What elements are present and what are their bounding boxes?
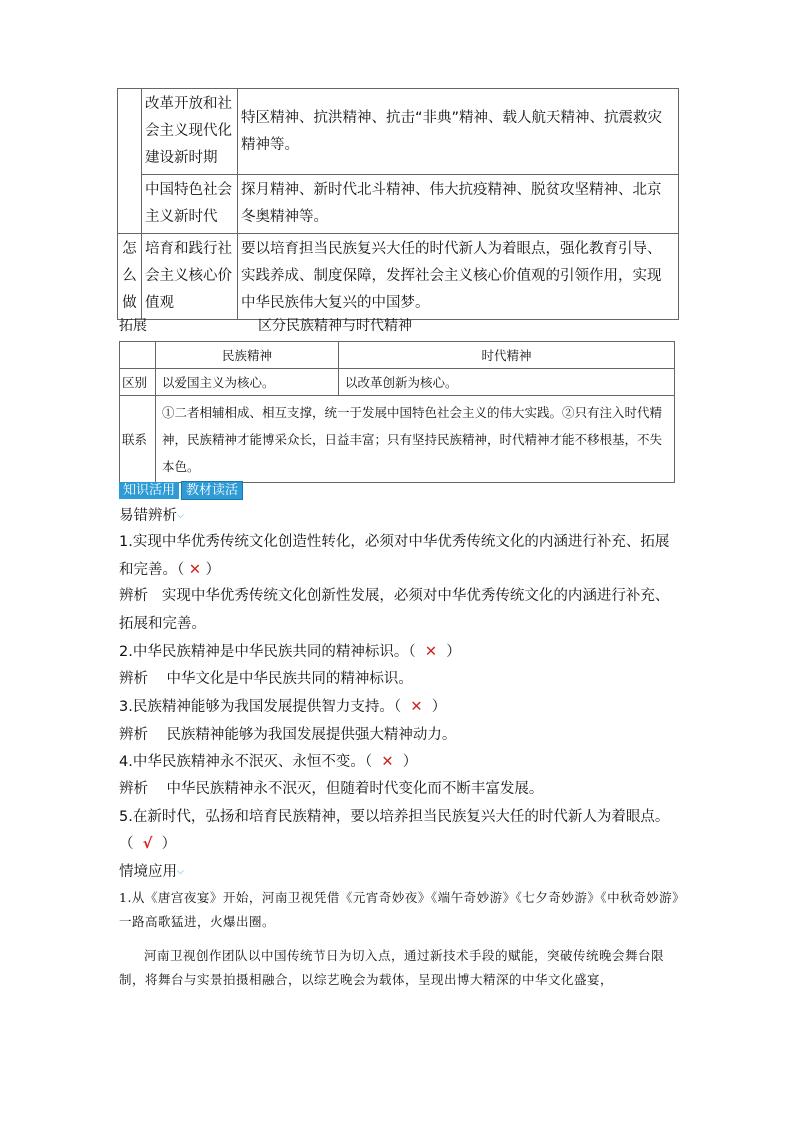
content-cell: 特区精神、抗洪精神、抗击“非典”精神、载人航天精神、抗震救灾精神等。 [238, 89, 679, 175]
scenario-title: 情境应用⌵ [119, 864, 184, 880]
content-cell: 探月精神、新时代北斗精神、伟大抗疫精神、脱贫攻坚精神、北京冬奥精神等。 [238, 175, 679, 234]
scenario-paragraph-1: 1.从《唐宫夜宴》开始，河南卫视凭借《元宵奇妙夜》《端午奇妙游》《七夕奇妙游》《中秋奇妙游》一路高歌猛进，火爆出圈。 [119, 890, 679, 929]
cross-icon: ✕ [410, 699, 423, 715]
period-cell: 改革开放和社会主义现代化建设新时期 [142, 89, 238, 175]
error-analysis-4: 辨析 中华民族精神永不泯灭，但随着时代变化而不断丰富发展。 [119, 781, 544, 797]
error-item-3: 3.民族精神能够为我国发展提供智力支持。（ ✕ ） [119, 699, 447, 715]
merged-label-cell [118, 89, 142, 234]
table-row [120, 342, 675, 369]
tag-knowledge: 知识活用 [119, 482, 179, 499]
table-row [120, 396, 675, 483]
how-label-cell: 怎么做 [118, 234, 142, 320]
header-cell [120, 342, 156, 369]
error-item-2: 2.中华民族精神是中华民族共同的精神标识。（ ✕ ） [119, 644, 461, 660]
table-row [118, 175, 679, 234]
compare-table [119, 341, 675, 483]
check-icon: √ [142, 836, 153, 852]
topic-cell: 培育和践行社会主义核心价值观 [142, 234, 238, 320]
scenario-paragraph-2: 河南卫视创作团队以中国传统节日为切入点，通过新技术手段的赋能，突破传统晚会舞台限制，将舞台与实景拍摄相融合，以综艺晚会为载体，呈现出博大精深的中华文化盛宴， [119, 948, 665, 987]
error-analysis-3: 辨析 民族精神能够为我国发展提供强大精神动力。 [119, 727, 457, 743]
row-label-cell: 联系 [120, 396, 156, 483]
chevron-icon: ⌵ [177, 511, 184, 521]
spirit-periods-table [117, 88, 679, 320]
table-row [118, 89, 679, 175]
cross-icon: ✕ [381, 754, 394, 770]
error-item-5-answer: （ √ ） [119, 836, 177, 852]
table-row [120, 369, 675, 396]
cross-icon: ✕ [424, 644, 437, 660]
error-analysis-2: 辨析 中华文化是中华民族共同的精神标识。 [119, 671, 413, 687]
extend-title: 区分民族精神与时代精神 [258, 318, 412, 334]
period-cell: 中国特色社会主义新时代 [142, 175, 238, 234]
content-cell: 要以培育担当民族复兴大任的时代新人为着眼点，强化教育引导、实践养成、制度保障，发挥社会主义核心价值观的引领作用，实现中华民族伟大复兴的中国梦。 [238, 234, 679, 320]
error-item-4: 4.中华民族精神永不泯灭、永恒不变。（ ✕ ） [119, 754, 418, 770]
chevron-icon: ⌵ [177, 867, 184, 877]
cell: 以爱国主义为核心。 [156, 369, 339, 396]
error-item-1: 1.实现中华优秀传统文化创造性转化，必须对中华优秀传统文化的内涵进行补充、拓展和完善。（ ✕ ） [119, 534, 670, 578]
header-cell: 时代精神 [339, 342, 675, 369]
cell: ①二者相辅相成、相互支撑，统一于发展中国特色社会主义的伟大实践。②只有注入时代精神，民族精神才能博采众长，日益丰富；只有坚持民族精神，时代精神才能不移根基，不失本色。 [156, 396, 675, 483]
row-label-cell: 区别 [120, 369, 156, 396]
errors-title: 易错辨析⌵ [119, 508, 184, 524]
cross-icon: ✕ [188, 562, 202, 578]
section-tags [119, 479, 243, 500]
cell: 以改革创新为核心。 [339, 369, 675, 396]
tag-textbook: 教材读活 [181, 481, 243, 500]
error-item-5: 5.在新时代，弘扬和培育民族精神，要以培养担当民族复兴大任的时代新人为着眼点。 [119, 809, 670, 825]
error-analysis-1: 辨析 实现中华优秀传统文化创新性发展，必须对中华优秀传统文化的内涵进行补充、拓展和完善。 [119, 588, 670, 632]
table-row [118, 234, 679, 320]
extend-label: 拓展 [119, 318, 147, 334]
header-cell: 民族精神 [156, 342, 339, 369]
